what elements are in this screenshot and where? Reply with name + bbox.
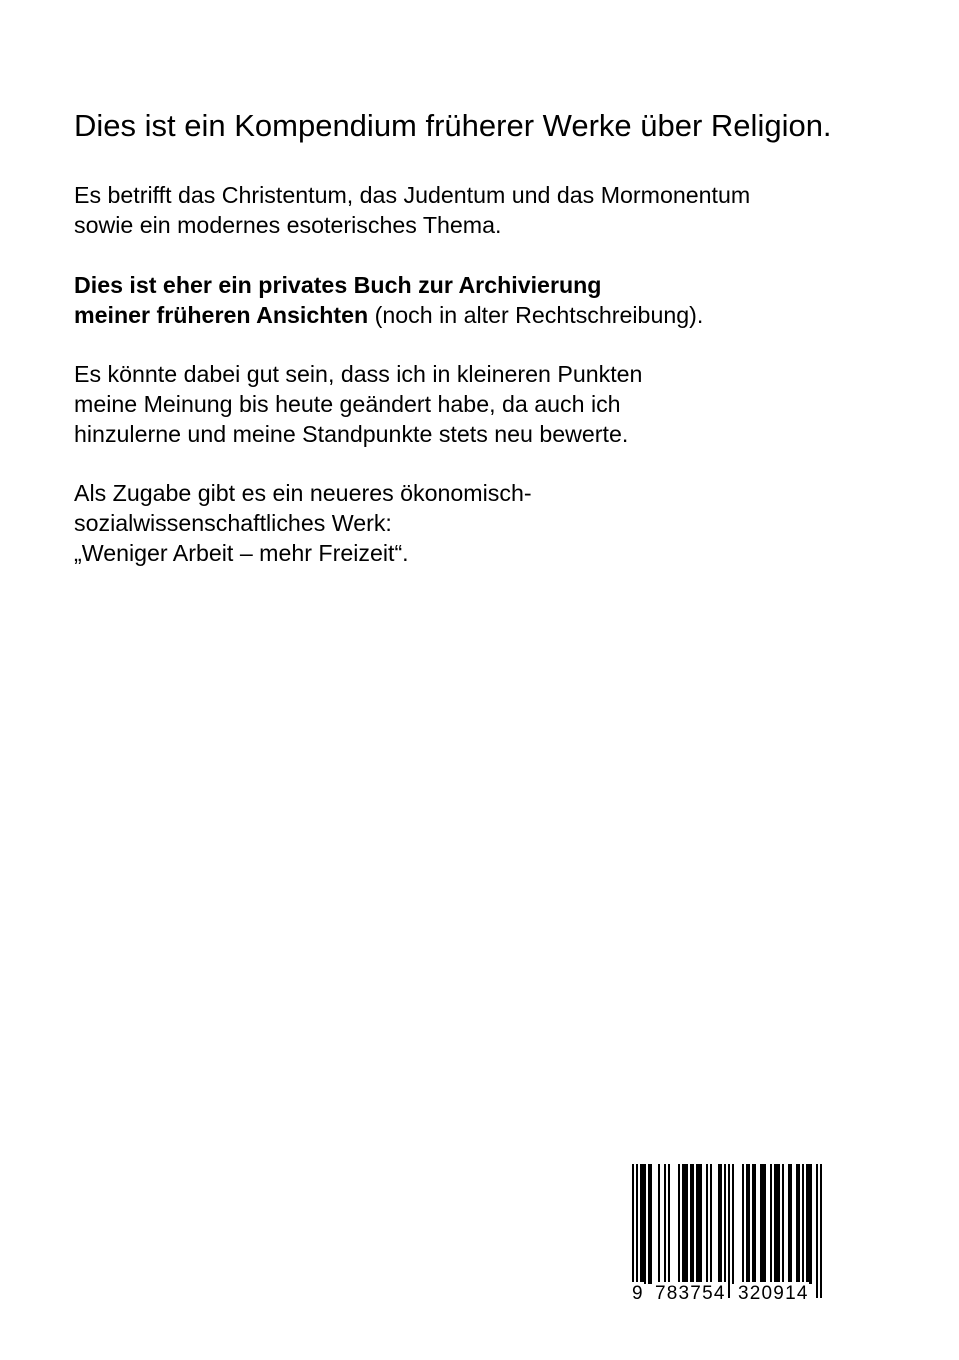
barcode-bar [718, 1164, 720, 1284]
barcode-bar [816, 1164, 818, 1298]
barcode-bar [760, 1164, 762, 1284]
barcode-bar [728, 1164, 730, 1298]
barcode-bar [664, 1164, 666, 1284]
barcode-bar [746, 1164, 748, 1284]
barcode-icon [630, 1164, 826, 1300]
barcode-right-group: 320914 [738, 1283, 809, 1304]
barcode-bar [632, 1164, 634, 1298]
barcode-bar [770, 1164, 772, 1284]
barcode-bar [644, 1164, 646, 1284]
barcode-bar [650, 1164, 652, 1284]
barcode-bar [706, 1164, 708, 1284]
barcode-bar [636, 1164, 638, 1298]
barcode-bar [802, 1164, 804, 1284]
barcode-bar [710, 1164, 712, 1284]
paragraph-bonus-line-3: „Weniger Arbeit – mehr Freizeit“. [74, 540, 409, 566]
barcode-digits [630, 1282, 826, 1308]
paragraph-topics-line-1: Es betrifft das Christentum, das Judentum und das Mormonentum [74, 182, 751, 208]
page-title: Dies ist ein Kompendium früherer Werke über Religion. [74, 108, 832, 143]
barcode-bar [690, 1164, 692, 1284]
barcode-first-digit: 9 [632, 1283, 644, 1304]
barcode-bar [682, 1164, 684, 1284]
paragraph-opinions-line-3: hinzulerne und meine Standpunkte stets neu bewerte. [74, 421, 629, 447]
paragraph-topics-line-2: sowie ein modernes esoterisches Thema. [74, 212, 502, 238]
paragraph-private-book [74, 270, 914, 330]
barcode-bar [668, 1164, 670, 1284]
barcode-bar [720, 1164, 722, 1284]
barcode-bar [686, 1164, 688, 1284]
barcode-bar [724, 1164, 726, 1298]
paragraph-private-book-line-2 [74, 300, 914, 330]
barcode-bar [678, 1164, 680, 1284]
barcode-bar [788, 1164, 790, 1284]
barcode-bar [754, 1164, 756, 1284]
barcode-bar [700, 1164, 702, 1284]
paragraph-bonus-line-1: Als Zugabe gibt es ein neueres ökonomisch- [74, 480, 532, 506]
barcode-bar [808, 1164, 810, 1284]
barcode-bar [642, 1164, 644, 1284]
paragraph-bonus-line-2: sozialwissenschaftliches Werk: [74, 510, 392, 536]
barcode-bar [698, 1164, 700, 1284]
barcode-bar [692, 1164, 694, 1284]
barcode-bar [648, 1164, 650, 1284]
barcode-left-group: 783754 [655, 1283, 726, 1304]
isbn-barcode [630, 1164, 826, 1312]
barcode-bar [778, 1164, 780, 1284]
paragraph-opinions-line-2: meine Meinung bis heute geändert habe, da auch ich [74, 391, 621, 417]
barcode-bar [782, 1164, 784, 1284]
barcode-bar [798, 1164, 800, 1284]
paragraph-topics [74, 180, 914, 240]
barcode-bar [764, 1164, 766, 1284]
barcode-bar [820, 1164, 822, 1298]
paragraph-private-book-bold-part: meiner früheren Ansichten [74, 302, 369, 328]
barcode-bar [696, 1164, 698, 1284]
paragraph-bonus [74, 478, 914, 568]
barcode-bar [810, 1164, 812, 1284]
back-cover-text [74, 104, 914, 568]
barcode-bar [640, 1164, 642, 1284]
paragraph-private-book-normal-part: (noch in alter Rechtschreibung). [368, 302, 704, 328]
barcode-bar [748, 1164, 750, 1284]
barcode-bar [776, 1164, 778, 1284]
barcode-bar [732, 1164, 734, 1284]
paragraph-private-book-line-1: Dies ist eher ein privates Buch zur Archivierung [74, 272, 602, 298]
barcode-bar [752, 1164, 754, 1284]
barcode-bar [806, 1164, 808, 1284]
barcode-bar [774, 1164, 776, 1284]
barcode-bar [658, 1164, 660, 1284]
paragraph-opinions [74, 359, 914, 449]
barcode-bar [796, 1164, 798, 1284]
barcode-bar [790, 1164, 792, 1284]
paragraph-opinions-line-1: Es könnte dabei gut sein, dass ich in kleineren Punkten [74, 361, 643, 387]
barcode-bar [742, 1164, 744, 1284]
barcode-bar [762, 1164, 764, 1284]
barcode-bar [684, 1164, 686, 1284]
